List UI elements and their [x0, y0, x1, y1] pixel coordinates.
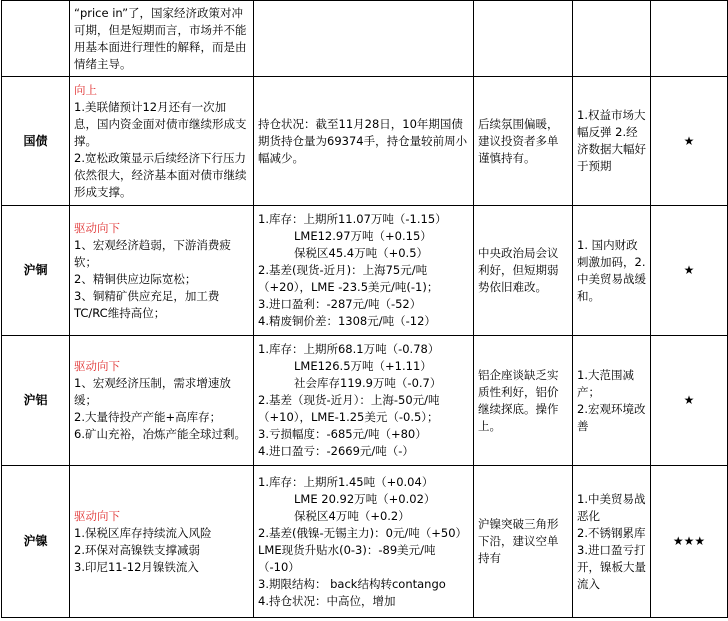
view-text: 后续氛围偏暖，建议投资者多单谨慎持有。	[478, 116, 559, 165]
market-data-text: 2.基差(现货-近月)：上海75元/吨（+20），LME -23.5美元/吨(-1)；	[258, 263, 439, 294]
driver-text: 2.宽松政策显示后续经济下行压力依然很大，经济基本面对债市继续形成支撑。	[74, 150, 247, 199]
driver-text: 1、宏观经济趋弱，下游消费疲软；	[74, 237, 231, 269]
rating-cell	[651, 1, 728, 77]
risk-text: 1.中美贸易战恶化	[577, 491, 646, 523]
direction-label: 驱动向下	[74, 359, 120, 373]
risk-cell	[573, 206, 651, 336]
driver-text: 2、精铜供应边际宽松；	[74, 271, 197, 286]
driver-text: 2.环保对高镍铁支撑减弱	[74, 542, 200, 557]
market-data-text: 保税区45.4万吨（+0.5）	[294, 246, 429, 260]
risk-cell	[573, 1, 651, 77]
market-data-text: LME12.97万吨（+0.15）	[294, 229, 432, 243]
commodity-name: 沪铝	[2, 336, 70, 466]
market-data-text: 1.库存：上期所68.1万吨（-0.78）	[258, 342, 440, 356]
rating-cell: ★	[651, 206, 728, 336]
driver-text: 1.保税区库存持续流入风险	[74, 525, 212, 540]
risk-cell	[573, 77, 651, 206]
market-data-text: 2.基差(俄镍-无锡主力)：0元/吨（+50）	[258, 525, 468, 540]
driver-text: 2.大量待投产产能+高库存；	[74, 410, 222, 424]
driver-text: “price in”了，国家经济政策对冲可期，但是短期而言，市场并不能用基本面进行理性的解释，而是由情绪主导。	[74, 5, 247, 71]
market-data-text: 1.库存：上期所11.07万吨（-1.15）	[258, 212, 447, 226]
market-data-text: 4.进口盈亏：-2669元/吨（-）	[258, 444, 414, 458]
drivers-cell	[70, 1, 254, 77]
view-cell	[474, 1, 573, 77]
direction-label: 驱动向下	[74, 220, 120, 235]
view-text: 沪镍突破三角形下沿，建议空单持有	[478, 517, 559, 565]
view-text: 中央政治局会议利好，但短期弱势依旧难改。	[478, 246, 559, 294]
drivers-cell	[70, 336, 254, 466]
view-cell	[474, 466, 573, 618]
market-data-text: 3.亏损幅度：-685元/吨（+80）	[258, 427, 427, 441]
rating-cell: ★	[651, 77, 728, 206]
market-data-cell	[254, 466, 474, 618]
market-data-text: 持仓状况：截至11月28日，10年期国债期货持仓量为69374手，持仓量较前周小幅减少。	[258, 116, 468, 165]
risk-cell	[573, 466, 651, 618]
market-data-text: 3.期限结构： back结构转contango	[258, 576, 446, 591]
view-cell	[474, 206, 573, 336]
market-data-text: 社会库存119.9万吨（-0.7）	[294, 376, 442, 390]
commodity-name	[2, 1, 70, 77]
risk-text: 1.权益市场大幅反弹 2.经济数据大幅好于预期	[577, 108, 646, 173]
table-row	[2, 77, 728, 206]
driver-text: 1.美联储预计12月还有一次加息，国内资金面对债市继续形成支撑。	[74, 99, 247, 148]
driver-text: 1、宏观经济压制，需求增速放缓；	[74, 376, 231, 407]
view-text: 铝企座谈缺乏实质性利好，铝价继续探底。操作上。	[478, 367, 559, 433]
market-data-cell	[254, 336, 474, 466]
market-data-text: LME 20.92万吨（+0.02）	[294, 491, 436, 506]
market-data-text: 3.进口盈利：-287元/吨（-52）	[258, 297, 422, 311]
market-data-text: 2.基差（现货-近月）：上海-50元/吨（+10），LME-1.25美元（-0.5）；	[258, 393, 440, 424]
driver-text: 6.矿山充裕，冶炼产能全球过剩。	[74, 427, 246, 441]
table-row	[2, 1, 728, 77]
commodity-strategy-table	[1, 0, 728, 618]
market-data-text: 4.持仓状况：中高位，增加	[258, 593, 396, 608]
rating-cell: ★	[651, 336, 728, 466]
rating-cell: ★★★	[651, 466, 728, 618]
risk-text: 3.进口盈亏打开，镍板大量流入	[577, 542, 646, 591]
market-data-text: LME126.5万吨（+1.11）	[294, 359, 432, 373]
drivers-cell	[70, 206, 254, 336]
drivers-cell	[70, 77, 254, 206]
risk-text: 1.大范围减产；	[577, 367, 634, 399]
risk-text: 1. 国内财政刺激加码，2.中美贸易战缓和。	[577, 237, 646, 303]
market-data-text: 1.库存：上期所1.45吨（+0.04）	[258, 474, 434, 489]
market-data-text: 保税区4万吨（+0.2）	[294, 508, 410, 523]
direction-label: 向上	[74, 82, 97, 97]
view-cell	[474, 77, 573, 206]
drivers-cell	[70, 466, 254, 618]
table-row	[2, 206, 728, 336]
risk-text: 2.不锈钢累库	[577, 525, 646, 540]
commodity-name: 沪镍	[2, 466, 70, 618]
market-data-text: LME现货升贴水(0-3)：-89美元/吨（-10）	[258, 542, 436, 574]
market-data-cell	[254, 206, 474, 336]
table-row	[2, 336, 728, 466]
market-data-cell	[254, 77, 474, 206]
table-row	[2, 466, 728, 618]
view-cell	[474, 336, 573, 466]
market-data-cell	[254, 1, 474, 77]
market-data-text: 4.精废铜价差：1308元/吨（-12）	[258, 314, 436, 328]
commodity-name: 沪铜	[2, 206, 70, 336]
driver-text: 3、铜精矿供应充足，加工费TC/RC维持高位；	[74, 288, 220, 320]
direction-label: 驱动向下	[74, 508, 120, 523]
risk-text: 2.宏观环境改善	[577, 401, 646, 433]
commodity-name: 国债	[2, 77, 70, 206]
risk-cell	[573, 336, 651, 466]
driver-text: 3.印尼11-12月镍铁流入	[74, 559, 199, 574]
